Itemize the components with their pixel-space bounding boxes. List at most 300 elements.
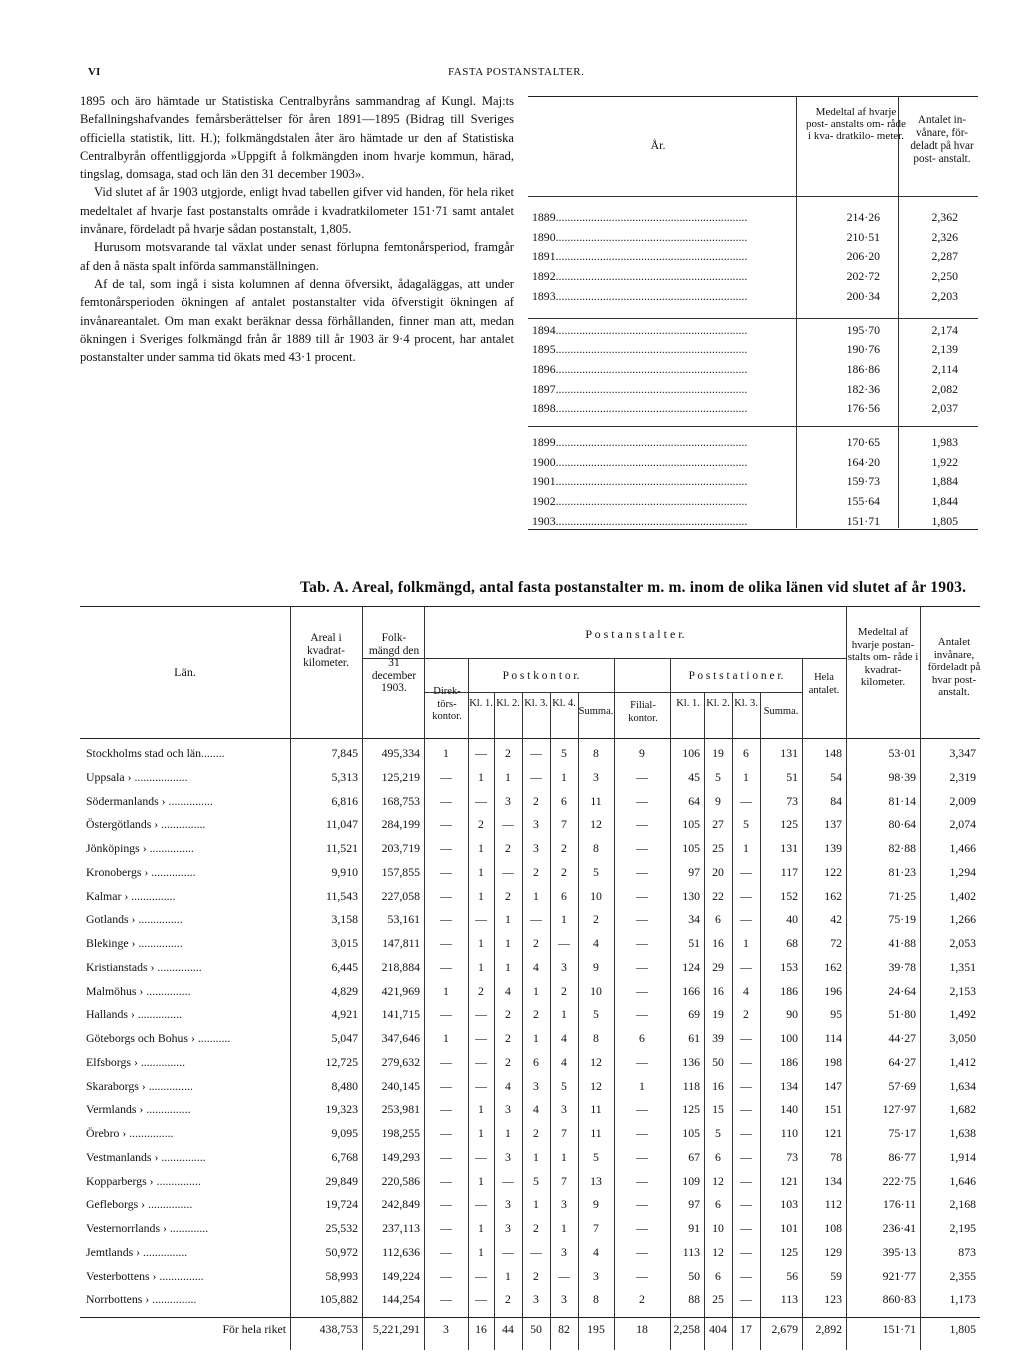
table-cell: 4 [533,959,539,974]
total-rule [80,1317,980,1318]
table-cell: 1,402 [949,888,976,903]
table-cell: — [740,1149,752,1164]
table-row [80,1150,980,1171]
table-cell: 2 [533,793,539,808]
table-cell: 88 [688,1292,700,1307]
table-cell: 134 [824,1173,842,1188]
table-cell: 3 [533,1078,539,1093]
table-cell: 67 [688,1149,700,1164]
table-cell: — [440,1244,452,1259]
table-cell: 2 [533,864,539,879]
table-cell: 1 [478,959,484,974]
table-cell: — [475,1292,487,1307]
running-title: FASTA POSTANSTALTER. [448,66,585,78]
table-cell: 3 [561,1197,567,1212]
table-row [80,1007,980,1028]
table-cell: 4 [505,983,511,998]
table-cell: 7 [561,817,567,832]
county-name: Kopparbergs › ............... [86,1173,201,1188]
table-cell: 59 [830,1268,842,1283]
table-cell: 2 [533,1268,539,1283]
table-cell: 1 [478,888,484,903]
paragraph-3: Hurusom motsvarande tal växlat under senast förlupna femtonårsperiod, framgår af den å nästa spalt införda sammanställningen. [80,240,514,273]
county-name: Malmöhus › ............... [86,983,191,998]
table-cell: 68 [786,936,798,950]
table-cell: 2 [561,864,567,879]
table-cell: 97 [688,1197,700,1212]
table-cell: 108 [824,1221,842,1235]
table-cell: 7 [561,1126,567,1140]
paragraph-4: Af de tal, som ingå i sista kolumnen af denna öfversikt, ådagaläggas, att under femtonårsperioden ökningen af antalet postanstalter vida öfverstigit ökningen af invånareantalet. Om man exakt beräknar dessa förhållanden, finner man att, medan ökningen i Sveriges folkmängd från år 1889 till år 1903 är 9·4 procent, har antalet postanstalter under samma tid ökats med 43·1 procent. [80,276,514,365]
table-cell: 1,294 [949,864,976,879]
table-cell: 44·27 [888,1031,916,1045]
year-column-header: År. [650,138,666,152]
table-cell: 6 [715,912,721,927]
table-cell: 125,219 [381,769,420,784]
year-row [528,455,978,473]
table-row [80,936,980,957]
postkontor-group-header: P o s t k o n t o r. [502,670,580,682]
table-cell: 1,492 [949,1007,976,1022]
table-cell: 222·75 [882,1173,916,1188]
table-cell: 121 [824,1126,842,1140]
table-cell: 2,053 [949,936,976,950]
table-cell: 2 [533,1126,539,1140]
table-cell: 240,145 [381,1078,420,1093]
table-cell: — [530,1244,542,1259]
table-cell: 129 [824,1244,842,1259]
table-cell: 198 [824,1054,842,1069]
table-cell: 7,845 [331,746,358,760]
table-cell: — [636,817,648,832]
table-cell: — [475,746,487,760]
county-name: Örebro › ............... [86,1126,174,1140]
area-cell: 182·36 [846,381,880,396]
table-cell: 2,195 [949,1221,976,1235]
table-cell: 44 [502,1322,514,1336]
table-cell: 19 [712,1007,724,1022]
total-row [80,1322,980,1343]
year-cell: 1903................................................................. [532,513,748,528]
group-rule [362,658,846,659]
table-cell: 16 [712,1078,724,1093]
table-cell: 64 [688,793,700,808]
table-cell: — [440,769,452,784]
table-cell: 51 [786,769,798,784]
table-cell: 106 [682,746,700,760]
table-cell: 1,646 [949,1173,976,1188]
table-cell: 4,829 [331,983,358,998]
year-table [528,96,978,528]
table-cell: 153 [780,959,798,974]
table-cell: 2 [505,1007,511,1022]
table-cell: — [636,1221,648,1235]
year-table-header-rule [528,196,978,197]
table-cell: 873 [958,1244,976,1259]
county-name: Uppsala › .................. [86,769,188,784]
table-cell: 2 [533,1221,539,1235]
table-cell: 12,725 [325,1054,358,1069]
table-top-rule [80,606,980,607]
table-cell: — [636,841,648,855]
table-cell: 98·39 [888,769,916,784]
table-cell: — [530,912,542,927]
pop-cell: 2,139 [931,342,958,357]
table-cell: 50 [712,1054,724,1069]
table-cell: 54 [830,769,842,784]
table-cell: 1 [533,1031,539,1045]
table-row [80,960,980,981]
county-table [80,606,980,1350]
table-cell: 1 [443,983,449,998]
area-column-header: Areal i kvadrat- kilometer. [303,632,349,669]
table-cell: 2 [505,1054,511,1069]
table-cell: 2 [533,936,539,950]
county-name: Vestmanlands › ............... [86,1149,206,1164]
year-row [528,401,978,419]
kl4-header: Kl. 4. [552,698,576,709]
county-name: Göteborgs och Bohus › ........... [86,1031,231,1045]
table-cell: — [636,1102,648,1117]
pop-cell: 2,114 [931,361,958,376]
table-cell: 1 [505,936,511,950]
table-cell: 137 [824,817,842,832]
table-cell: 97 [688,864,700,879]
table-cell: 2,168 [949,1197,976,1212]
pop-cell: 2,203 [931,288,958,303]
table-cell: 42 [830,912,842,927]
table-cell: 166 [682,983,700,998]
table-cell: — [440,959,452,974]
table-cell: 122 [824,864,842,879]
table-cell: 2,074 [949,817,976,832]
table-cell: 1,466 [949,841,976,855]
table-cell: 109 [682,1173,700,1188]
summa-stationer-header: Summa. [763,706,799,717]
table-cell: 1 [743,936,749,950]
table-cell: 1 [505,1268,511,1283]
table-cell: 3,158 [331,912,358,927]
table-cell: 12 [712,1244,724,1259]
table-cell: 1 [533,888,539,903]
year-row [528,289,978,307]
table-cell: 1 [443,1031,449,1045]
table-cell: 1,351 [949,959,976,974]
station-kl3-header: Kl. 3. [734,698,758,709]
group-rule [424,692,802,693]
year-row [528,269,978,287]
table-cell: 81·14 [888,793,916,808]
area-column-header: Medeltal af hvarje post- anstalts om- råde i kva- dratkilo- meter. [806,106,906,142]
county-name: Hallands › ............... [86,1007,182,1022]
table-cell: — [636,912,648,927]
table-cell: 118 [682,1078,700,1093]
table-cell: 16 [712,983,724,998]
table-cell: — [440,1173,452,1188]
table-cell: 75·17 [888,1126,916,1140]
kl1-header: Kl. 1. [469,698,493,709]
table-cell: 218,884 [381,959,420,974]
area-cell: 151·71 [846,513,880,528]
antalet-invanare-header: Antalet invånare, fördeladt på hvar post- anstalt. [927,636,981,698]
area-cell: 164·20 [846,454,880,469]
table-cell: 11 [590,1102,602,1117]
table-cell: 100 [780,1031,798,1045]
table-cell: — [530,746,542,760]
table-cell: — [440,1078,452,1093]
table-cell: 2,679 [771,1322,798,1336]
table-cell: 84 [830,793,842,808]
table-cell: 24·64 [888,983,916,998]
table-cell: — [440,888,452,903]
table-cell: 130 [682,888,700,903]
table-cell: 112 [824,1197,842,1212]
county-name: Kristianstads › ............... [86,959,202,974]
table-cell: 5,221,291 [372,1322,420,1336]
table-row [80,1079,980,1100]
year-row [528,230,978,248]
table-cell: 4 [505,1078,511,1093]
table-cell: 5 [593,864,599,879]
page-number: VI [88,66,101,78]
pop-cell: 2,250 [931,269,958,284]
table-cell: 176·11 [883,1197,916,1212]
table-row [80,841,980,862]
table-cell: 1 [505,1126,511,1140]
table-cell: — [636,864,648,879]
pop-cell: 1,844 [931,494,958,509]
table-cell: 1 [478,936,484,950]
table-cell: 1 [478,1102,484,1117]
table-cell: 2 [561,841,567,855]
table-cell: — [740,1268,752,1283]
county-name: Stockholms stad och län........ [86,746,225,760]
table-cell: 1 [478,769,484,784]
table-cell: 1 [505,959,511,974]
postanstalter-group-header: P o s t a n s t a l t e r. [585,627,685,641]
county-name: Vermlands › ............... [86,1102,191,1117]
table-cell: 2 [478,817,484,832]
table-cell: 186 [780,1054,798,1069]
table-cell: 5,313 [331,769,358,784]
year-cell: 1895................................................................. [532,342,748,357]
pop-cell: 1,805 [931,513,958,528]
table-cell: 242,849 [381,1197,420,1212]
pop-cell: 1,884 [931,474,958,489]
table-cell: 61 [688,1031,700,1045]
table-cell: 82 [558,1322,570,1336]
table-row [80,1126,980,1147]
year-row [528,323,978,341]
table-header-rule [80,738,980,739]
table-cell: — [440,1102,452,1117]
table-cell: 16 [712,936,724,950]
table-cell: 6 [743,746,749,760]
year-cell: 1891................................................................. [532,249,748,264]
year-cell: 1898................................................................. [532,401,748,416]
county-name: Gotlands › ............... [86,912,183,927]
table-row [80,912,980,933]
table-cell: 73 [786,1149,798,1164]
table-cell: 10 [712,1221,724,1235]
table-cell: 1 [478,1244,484,1259]
table-cell: 5 [561,746,567,760]
table-cell: 103 [780,1197,798,1212]
table-cell: 56 [786,1268,798,1283]
table-cell: 3,015 [331,936,358,950]
table-cell: 139 [824,841,842,855]
year-row [528,474,978,492]
table-cell: 1 [533,1149,539,1164]
table-cell: 1 [639,1078,645,1093]
table-cell: 5 [561,1078,567,1093]
table-cell: 81·23 [888,864,916,879]
table-cell: 5 [533,1173,539,1188]
table-cell: — [636,769,648,784]
table-cell: 4,921 [331,1007,358,1022]
table-cell: 127·97 [882,1102,916,1117]
table-cell: 2,892 [815,1322,842,1336]
station-kl2-header: Kl. 2. [706,698,730,709]
table-cell: 72 [830,936,842,950]
table-cell: 34 [688,912,700,927]
table-cell: 2 [505,888,511,903]
table-cell: 51·80 [888,1007,916,1022]
table-cell: 152 [780,888,798,903]
table-cell: 73 [786,793,798,808]
table-cell: 105 [682,817,700,832]
table-cell: 1 [533,1197,539,1212]
table-cell: — [636,936,648,950]
table-cell: 9 [593,1197,599,1212]
table-cell: 203,719 [381,841,420,855]
table-cell: 117 [780,864,798,879]
county-name: Kalmar › ............... [86,888,176,903]
table-cell: 5,047 [331,1031,358,1045]
pop-cell: 1,983 [931,435,958,449]
area-cell: 176·56 [846,401,880,416]
table-cell: 6,768 [331,1149,358,1164]
table-cell: 157,855 [381,864,420,879]
table-row [80,1102,980,1123]
table-cell: 12 [590,1054,602,1069]
year-row [528,494,978,512]
table-cell: 1 [561,912,567,927]
total-label: För hela riket [222,1322,286,1336]
table-cell: 6 [561,793,567,808]
table-cell: 2 [593,912,599,927]
table-cell: — [475,1031,487,1045]
table-cell: 1 [478,841,484,855]
table-cell: 4 [593,936,599,950]
hela-antalet-header: Hela antalet. [808,672,840,696]
table-cell: 6 [715,1149,721,1164]
table-cell: 8 [593,1031,599,1045]
table-row [80,794,980,815]
table-cell: 25 [712,841,724,855]
table-cell: 12 [712,1173,724,1188]
table-cell: — [502,1244,514,1259]
table-cell: — [475,793,487,808]
table-cell: 124 [682,959,700,974]
year-row [528,210,978,228]
table-cell: 5 [715,769,721,784]
table-cell: 1 [743,841,749,855]
county-name: Elfsborgs › ............... [86,1054,186,1069]
table-cell: 3 [505,1197,511,1212]
year-row [528,342,978,360]
table-cell: 11 [590,1126,602,1140]
table-cell: 1 [561,1149,567,1164]
table-cell: 921·77 [882,1268,916,1283]
table-cell: 101 [780,1221,798,1235]
table-cell: 3,347 [949,746,976,760]
table-cell: — [636,1007,648,1022]
medeltal-header: Medeltal af hvarje postan- stalts om- råde i kvadrat- kilometer. [847,626,919,688]
table-cell: 95 [830,1007,842,1022]
table-cell: — [440,1292,452,1307]
table-cell: — [475,1054,487,1069]
area-cell: 159·73 [846,474,880,489]
year-cell: 1896................................................................. [532,361,748,376]
table-cell: 6 [561,888,567,903]
table-cell: 3 [443,1322,449,1336]
year-row [528,362,978,380]
table-cell: 149,293 [381,1149,420,1164]
table-cell: — [636,959,648,974]
table-cell: 3 [505,1102,511,1117]
table-cell: 149,224 [381,1268,420,1283]
table-row [80,1269,980,1290]
table-cell: 1,638 [949,1126,976,1140]
table-cell: 2 [478,983,484,998]
table-row [80,889,980,910]
pop-cell: 2,037 [931,401,958,416]
table-row [80,817,980,838]
table-cell: 438,753 [319,1322,358,1336]
county-name: Vesternorrlands › ............. [86,1221,209,1235]
year-row [528,249,978,267]
body-text [80,92,514,366]
table-cell: 2 [561,983,567,998]
table-cell: — [636,1268,648,1283]
table-cell: — [636,1054,648,1069]
table-cell: 151 [824,1102,842,1117]
table-cell: 2 [533,1007,539,1022]
table-cell: 131 [780,841,798,855]
table-cell: 8,480 [331,1078,358,1093]
table-cell: 13 [590,1173,602,1188]
table-cell: 90 [786,1007,798,1022]
table-cell: — [440,864,452,879]
table-cell: 1 [443,746,449,760]
table-cell: 12 [590,1078,602,1093]
pop-cell: 2,287 [931,249,958,264]
table-cell: 50 [530,1322,542,1336]
table-cell: — [475,1078,487,1093]
table-cell: 5 [593,1149,599,1164]
table-cell: 3,050 [949,1031,976,1045]
county-name: Södermanlands › ............... [86,793,213,808]
table-cell: 3 [561,1292,567,1307]
table-cell: 27 [712,817,724,832]
table-cell: 1 [478,864,484,879]
table-cell: 19,724 [325,1197,358,1212]
area-cell: 195·70 [846,322,880,337]
table-cell: 5 [743,817,749,832]
table-cell: 53·01 [888,746,916,760]
table-cell: 112,636 [382,1244,420,1259]
